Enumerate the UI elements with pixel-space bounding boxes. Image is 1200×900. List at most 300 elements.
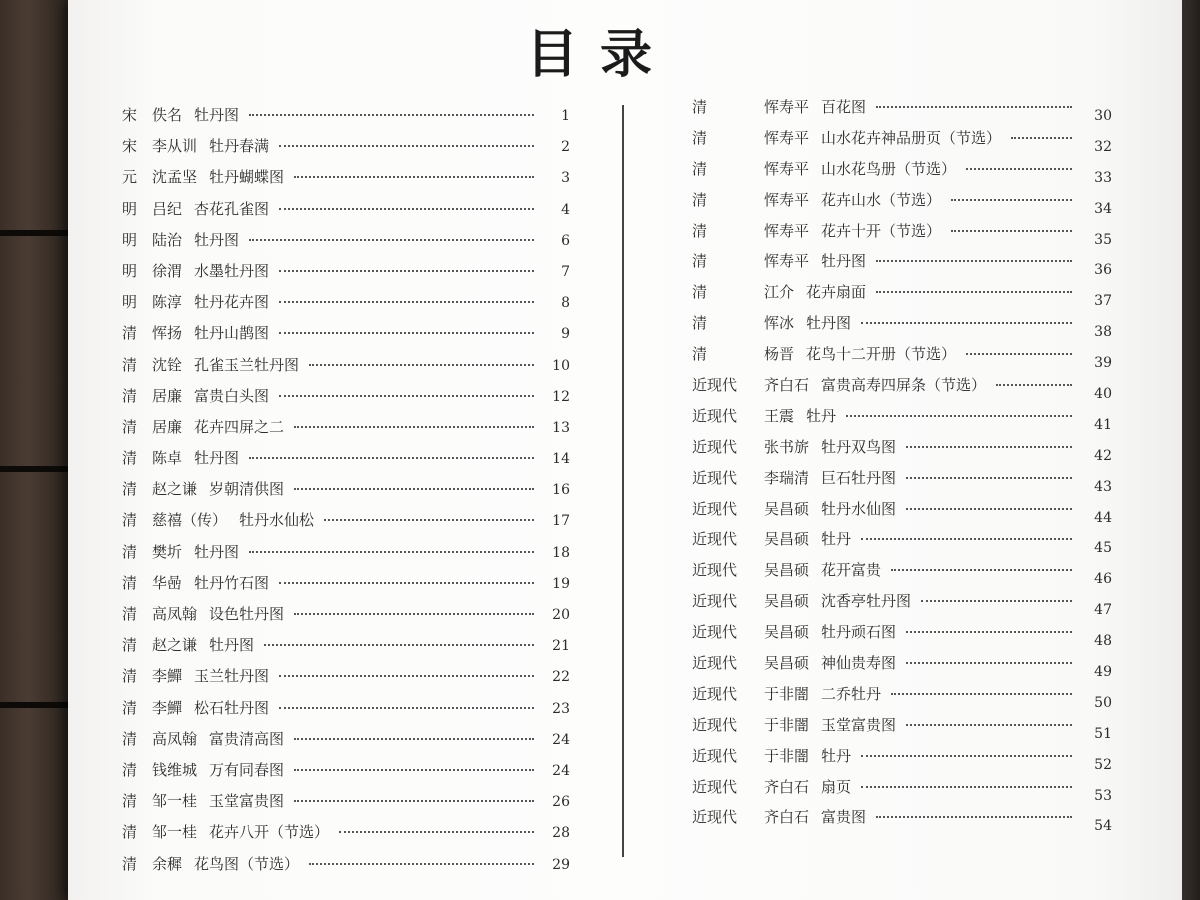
toc-entry-author: 吕纪 (152, 199, 183, 218)
toc-entry-page: 17 (552, 513, 570, 530)
toc-entry-author: 吴昌硕 (764, 654, 810, 673)
toc-entry (118, 381, 570, 412)
toc-entry-author: 吴昌硕 (764, 561, 810, 580)
toc-entry-title: 牡丹图 (821, 252, 867, 271)
toc-entry-author: 吴昌硕 (764, 530, 810, 549)
toc-entry-page: 42 (1094, 447, 1112, 464)
toc-entry-page: 36 (1094, 262, 1112, 279)
toc-entry-leader (951, 230, 1072, 232)
toc-entry-leader (876, 260, 1072, 262)
toc-entry-dynasty: 近现代 (692, 715, 738, 734)
toc-entry-leader (876, 816, 1072, 818)
toc-entry-leader (861, 538, 1072, 540)
toc-entry-page: 10 (552, 357, 570, 374)
toc-entry-title: 牡丹双鸟图 (821, 437, 897, 456)
toc-entry-page: 16 (552, 482, 570, 499)
toc-entry-author: 恽冰 (764, 314, 795, 333)
toc-entry-dynasty: 近现代 (692, 376, 738, 395)
toc-entry-author: 陈卓 (152, 449, 183, 468)
toc-entry-page: 41 (1094, 416, 1112, 433)
toc-entry-author: 齐白石 (764, 808, 810, 827)
toc-right-column (688, 92, 1112, 833)
toc-entry-author: 李从训 (152, 137, 198, 156)
toc-entry-title: 设色牡丹图 (209, 605, 285, 623)
toc-entry-author: 于非闇 (764, 684, 810, 703)
toc-entry-page: 53 (1094, 787, 1112, 804)
wood-background (0, 0, 70, 900)
toc-entry (118, 256, 570, 287)
toc-entry (688, 617, 1112, 648)
toc-entry (688, 123, 1112, 154)
toc-entry-author: 齐白石 (764, 376, 810, 395)
toc-entry-page: 50 (1094, 694, 1112, 711)
toc-entry-author: 王震 (764, 406, 795, 425)
toc-entry (688, 463, 1112, 494)
toc-entry-leader (339, 831, 534, 833)
toc-entry-title: 玉兰牡丹图 (194, 667, 270, 686)
toc-entry (118, 693, 570, 724)
toc-entry-title: 牡丹顽石图 (821, 623, 897, 642)
toc-entry-dynasty: 清 (692, 190, 708, 209)
toc-entry (688, 586, 1112, 617)
toc-entry-author: 陆治 (152, 230, 183, 249)
toc-entry-dynasty: 清 (122, 698, 138, 717)
toc-entry-title: 巨石牡丹图 (821, 468, 897, 487)
toc-entry (118, 755, 570, 786)
toc-entry-page: 13 (552, 419, 570, 436)
toc-entry-dynasty: 清 (122, 386, 138, 405)
toc-entry-leader (906, 631, 1072, 633)
toc-entry-title: 牡丹花卉图 (194, 293, 270, 312)
toc-entry-title: 松石牡丹图 (194, 698, 270, 717)
toc-entry-page: 7 (561, 263, 570, 280)
toc-entry (688, 494, 1112, 525)
toc-entry-page: 18 (552, 544, 570, 561)
toc-entry-page: 37 (1094, 293, 1112, 310)
toc-entry-leader (279, 707, 534, 709)
toc-entry (688, 216, 1112, 247)
toc-entry-author: 齐白石 (764, 777, 810, 796)
toc-entry-title: 岁朝清供图 (209, 480, 285, 499)
toc-entry-author: 吴昌硕 (764, 623, 810, 642)
toc-entry-dynasty: 近现代 (692, 561, 738, 580)
toc-entry-leader (294, 800, 534, 802)
toc-entry-dynasty: 清 (122, 573, 138, 592)
toc-entry-title: 牡丹图 (806, 314, 852, 333)
toc-entry (118, 412, 570, 443)
toc-entry-author: 华喦 (152, 573, 183, 592)
toc-entry (688, 154, 1112, 185)
toc-entry-author: 恽寿平 (764, 221, 810, 240)
toc-entry-title: 二乔牡丹 (821, 684, 882, 703)
toc-entry (118, 505, 570, 536)
toc-entry-page: 54 (1094, 818, 1112, 835)
toc-entry (118, 287, 570, 318)
toc-entry-title: 牡丹图 (209, 636, 255, 655)
toc-entry (688, 741, 1112, 772)
toc-entry (118, 225, 570, 256)
toc-entry-page: 6 (561, 232, 570, 249)
toc-entry (688, 246, 1112, 277)
toc-entry-dynasty: 近现代 (692, 530, 738, 549)
toc-entry-leader (861, 755, 1072, 757)
toc-entry-leader (279, 675, 534, 677)
toc-entry-page: 3 (561, 170, 570, 187)
toc-entry-author: 高凤翰 (152, 605, 198, 623)
toc-entry-leader (906, 662, 1072, 664)
toc-left-column (118, 100, 570, 880)
toc-entry-dynasty: 近现代 (692, 777, 738, 796)
toc-entry-leader (906, 724, 1072, 726)
toc-entry-dynasty: 清 (692, 314, 708, 333)
toc-entry-author: 居廉 (152, 386, 183, 405)
toc-entry-leader (279, 582, 534, 584)
toc-entry-page: 1 (561, 108, 570, 124)
toc-entry-page: 45 (1094, 540, 1112, 557)
toc-entry-page: 9 (561, 326, 570, 343)
toc-entry (688, 308, 1112, 339)
toc-entry-leader (966, 353, 1072, 355)
toc-entry-dynasty: 清 (692, 159, 708, 178)
toc-entry (688, 679, 1112, 710)
toc-entry-dynasty: 清 (122, 729, 138, 748)
toc-entry-author: 恽寿平 (764, 252, 810, 271)
toc-entry (688, 432, 1112, 463)
toc-entry-page: 12 (552, 388, 570, 405)
toc-entry-page: 46 (1094, 571, 1112, 588)
toc-entry-dynasty: 近现代 (692, 499, 738, 518)
toc-entry-leader (294, 738, 534, 740)
toc-entry-title: 牡丹 (806, 406, 837, 425)
toc-entry-dynasty: 清 (122, 355, 138, 374)
toc-entry-dynasty: 近现代 (692, 592, 738, 611)
toc-entry-page: 24 (552, 731, 570, 748)
toc-entry-page: 35 (1094, 231, 1112, 248)
toc-entry-title: 百花图 (821, 98, 867, 116)
toc-entry-page: 19 (552, 575, 570, 592)
toc-entry-leader (294, 488, 534, 490)
toc-entry-title: 富贵图 (821, 808, 867, 827)
page-title: 目录 (525, 24, 674, 85)
toc-entry-dynasty: 清 (122, 636, 138, 655)
toc-entry-title: 花开富贵 (821, 561, 882, 580)
toc-entry-title: 万有同春图 (209, 760, 285, 779)
toc-entry (688, 648, 1112, 679)
toc-entry (118, 817, 570, 848)
toc-entry-author: 恽扬 (152, 324, 183, 343)
toc-entry-dynasty: 清 (122, 854, 138, 873)
toc-entry-title: 花卉四屏之二 (194, 417, 285, 436)
toc-entry-leader (279, 145, 534, 147)
toc-entry-author: 沈铨 (152, 355, 183, 374)
toc-entry-leader (861, 322, 1072, 324)
toc-entry (688, 185, 1112, 216)
toc-entry-author: 樊圻 (152, 542, 183, 561)
toc-entry-dynasty: 清 (692, 252, 708, 271)
toc-entry-leader (279, 395, 534, 397)
toc-entry-dynasty: 清 (692, 283, 708, 302)
toc-entry (688, 555, 1112, 586)
toc-entry-page: 23 (552, 700, 570, 717)
toc-entry (118, 350, 570, 381)
toc-entry-dynasty: 清 (122, 605, 138, 623)
toc-entry-title: 牡丹水仙松 (239, 511, 315, 530)
toc-entry-dynasty: 近现代 (692, 654, 738, 673)
toc-entry-page: 2 (561, 139, 570, 156)
toc-entry-page: 38 (1094, 324, 1112, 341)
toc-entry-leader (906, 477, 1072, 479)
toc-entry-title: 花鸟十二开册（节选） (806, 345, 957, 364)
toc-entry-dynasty: 清 (122, 760, 138, 779)
toc-entry-leader (891, 569, 1072, 571)
toc-entry-author: 江介 (764, 283, 795, 302)
toc-entry-dynasty: 清 (122, 324, 138, 343)
toc-entry-author: 佚名 (152, 106, 183, 124)
toc-entry (118, 661, 570, 692)
toc-entry (118, 194, 570, 225)
toc-entry-leader (249, 114, 534, 116)
toc-entry-title: 牡丹图 (194, 106, 240, 124)
toc-entry-author: 钱维城 (152, 760, 198, 779)
toc-entry-leader (876, 291, 1072, 293)
toc-entry-leader (294, 426, 534, 428)
toc-entry-author: 于非闇 (764, 715, 810, 734)
toc-entry (118, 100, 570, 131)
toc-entry-dynasty: 明 (122, 261, 138, 280)
toc-entry-page: 33 (1094, 169, 1112, 186)
toc-entry-page: 40 (1094, 386, 1112, 403)
toc-entry-title: 杏花孔雀图 (194, 199, 270, 218)
toc-entry-author: 高凤翰 (152, 729, 198, 748)
toc-entry-leader (249, 457, 534, 459)
toc-entry-title: 花鸟图（节选） (194, 854, 300, 873)
toc-entry-page: 47 (1094, 602, 1112, 619)
toc-entry-author: 居廉 (152, 417, 183, 436)
toc-entry-page: 20 (552, 607, 570, 623)
toc-entry-author: 邹一桂 (152, 823, 198, 842)
toc-entry-dynasty: 近现代 (692, 746, 738, 765)
toc-entry-dynasty: 清 (692, 128, 708, 147)
toc-entry-dynasty: 清 (122, 542, 138, 561)
toc-entry-title: 牡丹山鹊图 (194, 324, 270, 343)
toc-entry-title: 沈香亭牡丹图 (821, 592, 912, 611)
toc-entry (688, 339, 1112, 370)
toc-entry-author: 邹一桂 (152, 792, 198, 811)
toc-entry (118, 443, 570, 474)
toc-entry-author: 恽寿平 (764, 159, 810, 178)
toc-entry-page: 48 (1094, 633, 1112, 650)
toc-entry-dynasty: 清 (122, 792, 138, 811)
toc-entry-dynasty: 近现代 (692, 406, 738, 425)
toc-entry (118, 318, 570, 349)
toc-entry-title: 孔雀玉兰牡丹图 (194, 355, 300, 374)
toc-entry-dynasty: 宋 (122, 137, 138, 156)
toc-entry-dynasty: 清 (122, 823, 138, 842)
toc-entry-author: 慈禧（传） (152, 511, 228, 530)
toc-entry-dynasty: 元 (122, 168, 138, 187)
toc-entry-title: 牡丹图 (194, 542, 240, 561)
toc-entry-author: 恽寿平 (764, 190, 810, 209)
toc-entry-dynasty: 明 (122, 199, 138, 218)
toc-entry-page: 44 (1094, 509, 1112, 526)
toc-entry-page: 39 (1094, 355, 1112, 372)
toc-entry-dynasty: 清 (692, 345, 708, 364)
toc-entry (688, 710, 1112, 741)
toc-entry-title: 花卉八开（节选） (209, 823, 330, 842)
toc-entry-leader (906, 446, 1072, 448)
toc-entry-page: 21 (552, 638, 570, 655)
toc-entry-page: 22 (552, 669, 570, 686)
toc-entry-page: 14 (552, 451, 570, 468)
toc-entry-page: 29 (552, 856, 570, 873)
toc-entry-title: 牡丹春满 (209, 137, 270, 156)
toc-entry-title: 花卉十开（节选） (821, 221, 942, 240)
toc-entry-dynasty: 近现代 (692, 623, 738, 642)
toc-entry-page: 30 (1094, 108, 1112, 124)
column-divider (622, 105, 624, 857)
toc-entry-dynasty: 清 (692, 221, 708, 240)
toc-entry-leader (279, 208, 534, 210)
toc-entry-author: 赵之谦 (152, 636, 198, 655)
toc-entry-dynasty: 清 (122, 449, 138, 468)
toc-entry-leader (249, 551, 534, 553)
toc-entry (118, 786, 570, 817)
toc-entry-leader (906, 508, 1072, 510)
toc-entry-author: 于非闇 (764, 746, 810, 765)
toc-entry-title: 玉堂富贵图 (209, 792, 285, 811)
toc-entry-title: 扇页 (821, 777, 852, 796)
toc-entry-page: 51 (1094, 725, 1112, 742)
toc-entry-dynasty: 明 (122, 230, 138, 249)
toc-entry-title: 牡丹 (821, 530, 852, 549)
toc-entry (118, 849, 570, 880)
toc-entry-leader (279, 332, 534, 334)
toc-entry-author: 吴昌硕 (764, 592, 810, 611)
toc-entry-author: 恽寿平 (764, 98, 810, 116)
toc-entry-author: 杨晋 (764, 345, 795, 364)
toc-entry-dynasty: 清 (122, 511, 138, 530)
toc-entry (118, 474, 570, 505)
toc-entry-title: 富贵高寿四屏条（节选） (821, 376, 987, 395)
toc-entry-dynasty: 明 (122, 293, 138, 312)
toc-entry-dynasty: 清 (122, 417, 138, 436)
toc-entry (118, 568, 570, 599)
toc-entry-leader (996, 384, 1072, 386)
toc-entry-title: 牡丹图 (194, 449, 240, 468)
toc-entry-author: 赵之谦 (152, 480, 198, 499)
toc-entry-leader (951, 199, 1072, 201)
toc-entry (688, 277, 1112, 308)
toc-entry-author: 沈孟坚 (152, 168, 198, 187)
toc-entry-leader (309, 364, 534, 366)
toc-entry-leader (264, 644, 534, 646)
toc-entry-leader (294, 769, 534, 771)
toc-entry-page: 52 (1094, 756, 1112, 773)
toc-entry-leader (876, 106, 1072, 108)
toc-entry (118, 131, 570, 162)
toc-entry-leader (846, 415, 1072, 417)
toc-entry-page: 26 (552, 794, 570, 811)
toc-entry-author: 陈淳 (152, 293, 183, 312)
toc-entry-leader (891, 693, 1072, 695)
toc-entry-page: 24 (552, 762, 570, 779)
toc-entry (118, 537, 570, 568)
toc-entry (118, 162, 570, 193)
toc-entry-author: 张书旂 (764, 437, 810, 456)
toc-entry-page: 32 (1094, 138, 1112, 155)
toc-entry-title: 花卉山水（节选） (821, 190, 942, 209)
toc-entry-leader (294, 613, 534, 615)
toc-entry-page: 43 (1094, 478, 1112, 495)
toc-entry-leader (249, 239, 534, 241)
toc-entry-dynasty: 近现代 (692, 468, 738, 487)
toc-entry-title: 富贵清高图 (209, 729, 285, 748)
toc-entry-title: 花卉扇面 (806, 283, 867, 302)
toc-entry-title: 牡丹图 (194, 230, 240, 249)
toc-entry-author: 余穉 (152, 854, 183, 873)
toc-entry-author: 徐渭 (152, 261, 183, 280)
toc-entry-author: 李鱓 (152, 698, 183, 717)
toc-entry-dynasty: 清 (122, 667, 138, 686)
toc-entry-dynasty: 清 (692, 98, 708, 116)
wood-background-right (1180, 0, 1200, 900)
toc-entry-leader (279, 301, 534, 303)
toc-entry-page: 4 (561, 201, 570, 218)
toc-entry-title: 牡丹蝴蝶图 (209, 168, 285, 187)
toc-entry-author: 李瑞清 (764, 468, 810, 487)
toc-entry (118, 599, 570, 630)
toc-entry-title: 牡丹竹石图 (194, 573, 270, 592)
toc-entry-leader (324, 519, 534, 521)
toc-entry-title: 水墨牡丹图 (194, 261, 270, 280)
toc-entry-dynasty: 近现代 (692, 808, 738, 827)
toc-entry-leader (861, 786, 1072, 788)
toc-entry-title: 牡丹水仙图 (821, 499, 897, 518)
toc-entry-title: 玉堂富贵图 (821, 715, 897, 734)
toc-entry-title: 牡丹 (821, 746, 852, 765)
toc-entry-leader (294, 176, 534, 178)
toc-entry-author: 吴昌硕 (764, 499, 810, 518)
toc-entry (118, 630, 570, 661)
toc-entry-page: 34 (1094, 200, 1112, 217)
toc-entry (688, 772, 1112, 803)
toc-entry (688, 401, 1112, 432)
toc-entry-dynasty: 近现代 (692, 684, 738, 703)
toc-entry (118, 724, 570, 755)
toc-entry (688, 802, 1112, 833)
toc-entry-author: 李鱓 (152, 667, 183, 686)
toc-entry-leader (921, 600, 1072, 602)
toc-entry (688, 370, 1112, 401)
toc-entry-title: 神仙贵寿图 (821, 654, 897, 673)
toc-entry-leader (309, 863, 534, 865)
toc-entry (688, 524, 1112, 555)
toc-entry (688, 92, 1112, 123)
toc-entry-leader (1011, 137, 1072, 139)
toc-entry-title: 山水花卉神品册页（节选） (821, 128, 1002, 147)
toc-entry-page: 28 (552, 825, 570, 842)
toc-entry-author: 恽寿平 (764, 128, 810, 147)
toc-entry-dynasty: 近现代 (692, 437, 738, 456)
toc-entry-page: 49 (1094, 664, 1112, 681)
toc-entry-dynasty: 清 (122, 480, 138, 499)
toc-entry-page: 8 (561, 295, 570, 312)
toc-entry-dynasty: 宋 (122, 106, 138, 124)
toc-entry-leader (279, 270, 534, 272)
toc-entry-title: 富贵白头图 (194, 386, 270, 405)
toc-entry-title: 山水花鸟册（节选） (821, 159, 957, 178)
toc-entry-leader (966, 168, 1072, 170)
